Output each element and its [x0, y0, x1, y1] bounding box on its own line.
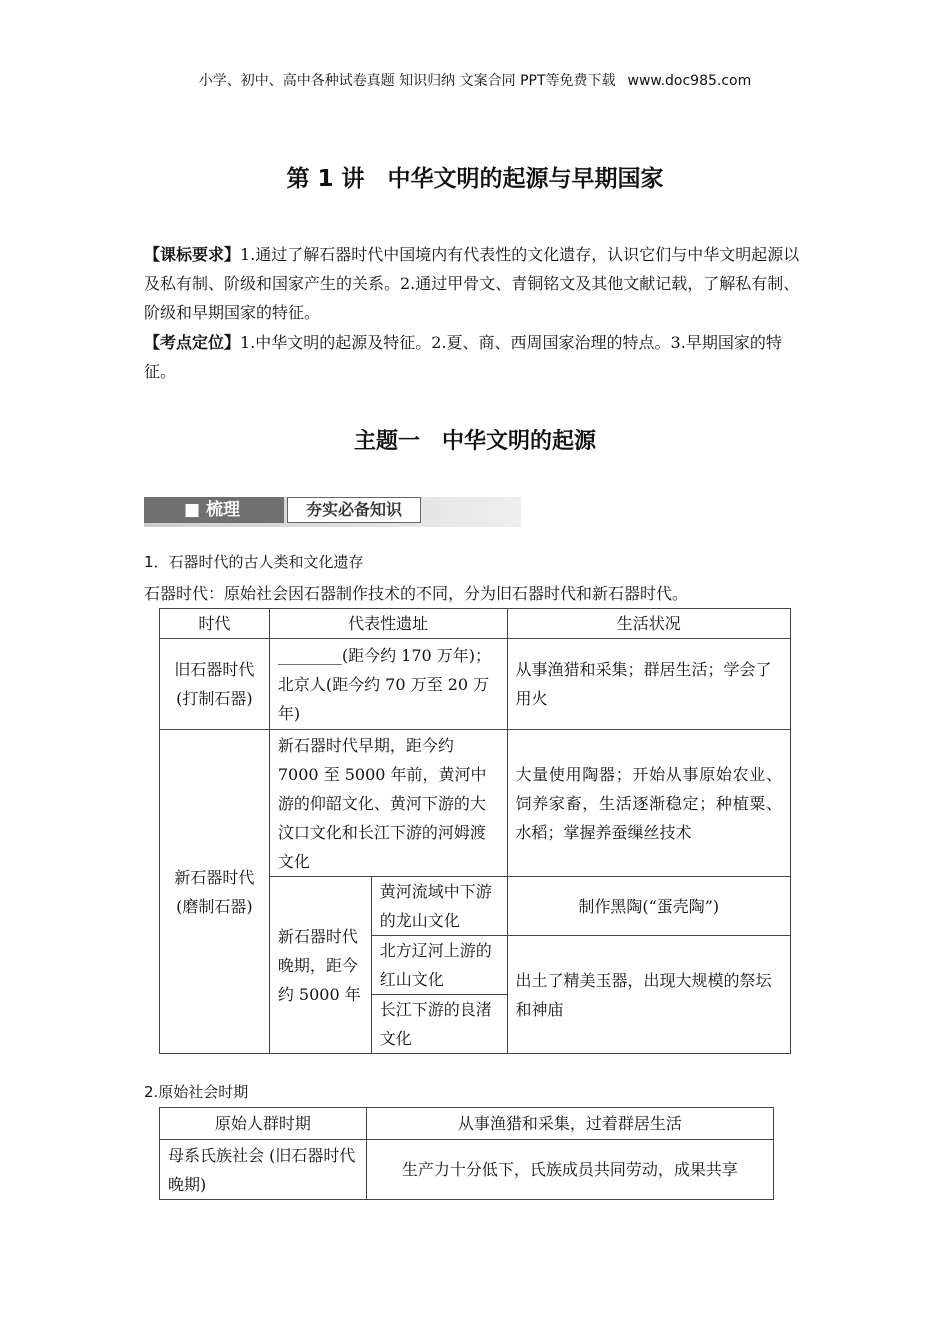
table-cell: 黄河流域中下游的龙山文化	[371, 877, 507, 936]
table-cell: 出土了精美玉器，出现大规模的祭坛和神庙	[507, 936, 790, 1054]
table-cell: 大量使用陶器；开始从事原始农业、饲养家畜，生活逐渐稳定；种植粟、水稻；掌握养蚕缫丝技术	[507, 730, 790, 877]
table-cell: 母系氏族社会 (旧石器时代晚期)	[160, 1140, 367, 1200]
banner-left: ■ 梳理	[144, 497, 284, 523]
table-cell: 生产力十分低下，氏族成员共同劳动，成果共享	[366, 1140, 773, 1200]
page-header	[0, 70, 950, 90]
primitive-society-table	[159, 1107, 774, 1200]
table-header: 时代	[160, 609, 270, 639]
stone-age-table	[159, 608, 791, 1054]
section1-intro: 石器时代：原始社会因石器制作技术的不同，分为旧石器时代和新石器时代。	[144, 584, 689, 603]
curriculum-requirements	[144, 240, 808, 327]
table-cell: ________(距今约 170 万年)；北京人(距今约 70 万至 20 万年)	[269, 639, 507, 730]
req-label: 【课标要求】	[144, 245, 241, 264]
table-header: 代表性遗址	[269, 609, 507, 639]
table-cell: 原始人群时期	[160, 1108, 367, 1140]
lecture-title: 第 1 讲 中华文明的起源与早期国家	[286, 166, 664, 192]
section1-heading: 1．石器时代的古人类和文化遗存	[144, 553, 364, 571]
table-cell: 新石器时代晚期，距今约 5000 年	[269, 877, 371, 1054]
table-header: 生活状况	[507, 609, 790, 639]
banner-right: 夯实必备知识	[287, 497, 421, 523]
section-banner	[144, 497, 521, 527]
banner-left-text: 梳理	[205, 500, 240, 520]
table-cell: 长江下游的良渚文化	[371, 995, 507, 1054]
table-cell: 从事渔猎和采集；群居生活；学会了用火	[507, 639, 790, 730]
exam-points	[144, 328, 808, 386]
topic-title: 主题一 中华文明的起源	[353, 429, 596, 454]
header-text: 小学、初中、高中各种试卷真题 知识归纳 文案合同 PPT等免费下载	[198, 73, 616, 89]
table-cell: 从事渔猎和采集，过着群居生活	[366, 1108, 773, 1140]
table-cell: 新石器时代(磨制石器)	[160, 730, 270, 1054]
header-url[interactable]: www.doc985.com	[627, 73, 752, 89]
exam-text: 1.中华文明的起源及特征。2.夏、商、西周国家治理的特点。3.早期国家的特征。	[144, 333, 782, 381]
table-cell: 新石器时代早期，距今约 7000 至 5000 年前，黄河中游的仰韶文化、黄河下游的大汶口文化和长江下游的河姆渡文化	[269, 730, 507, 877]
section2-heading: 2.原始社会时期	[144, 1083, 249, 1101]
exam-label: 【考点定位】	[144, 333, 241, 352]
req-text: 1.通过了解石器时代中国境内有代表性的文化遗存，认识它们与中华文明起源以及私有制、阶级和国家产生的关系。2.通过甲骨文、青铜铭文及其他文献记载，了解私有制、阶级和早期国家的特征。	[144, 245, 800, 322]
table-cell: 制作黑陶(“蛋壳陶”)	[507, 877, 790, 936]
table-cell: 北方辽河上游的红山文化	[371, 936, 507, 995]
table-cell: 旧石器时代(打制石器)	[160, 639, 270, 730]
